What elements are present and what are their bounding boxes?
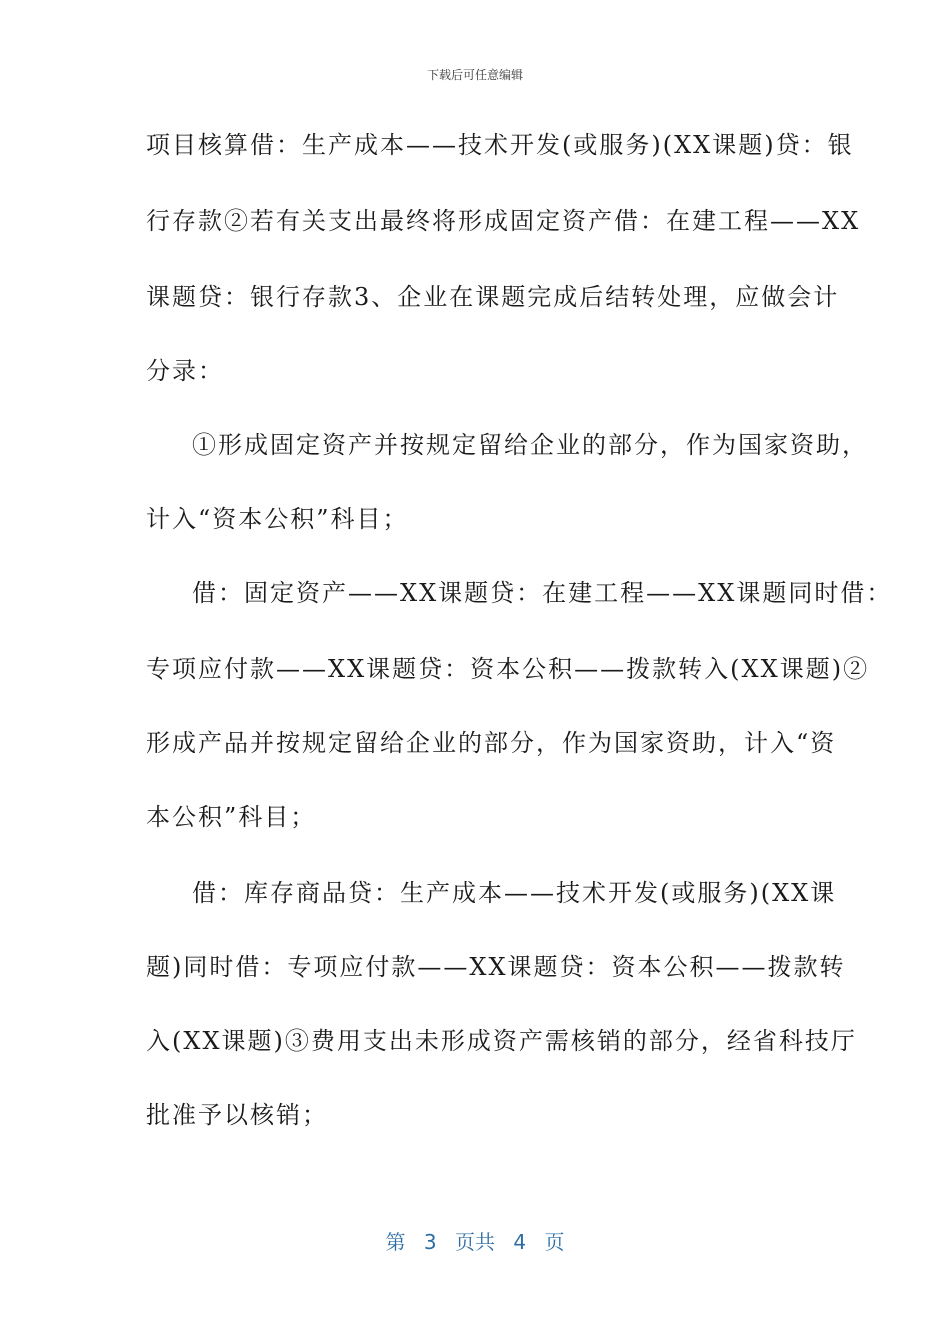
body-line-2: 行存款②若有关支出最终将形成固定资产借：在建工程——XX — [146, 207, 861, 235]
body-line-6: 计入“资本公积”科目； — [146, 505, 409, 533]
footer-total-pages: 4 — [513, 1230, 527, 1254]
body-line-11: 借：库存商品贷：生产成本——技术开发(或服务)(XX课 — [192, 879, 837, 907]
page-header: 下载后可任意编辑 — [426, 68, 523, 82]
body-line-12: 题)同时借：专项应付款——XX课题贷：资本公积——拨款转 — [146, 953, 846, 981]
footer-prefix: 第 — [385, 1230, 406, 1254]
footer-middle: 页共 — [455, 1230, 495, 1254]
body-line-7: 借：固定资产——XX课题贷：在建工程——XX课题同时借： — [192, 579, 893, 607]
footer-suffix: 页 — [544, 1230, 565, 1254]
body-line-4: 分录： — [146, 357, 224, 385]
body-line-8: 专项应付款——XX课题贷：资本公积——拨款转入(XX课题)② — [146, 655, 870, 683]
body-line-1: 项目核算借：生产成本——技术开发(或服务)(XX课题)贷：银 — [146, 131, 854, 159]
body-line-9: 形成产品并按规定留给企业的部分，作为国家资助，计入“资 — [146, 729, 837, 757]
page-footer — [0, 1226, 950, 1255]
body-line-3: 课题贷：银行存款3、企业在课题完成后结转处理，应做会计 — [146, 283, 840, 311]
body-line-5: ①形成固定资产并按规定留给企业的部分，作为国家资助， — [192, 431, 868, 459]
body-line-13: 入(XX课题)③费用支出未形成资产需核销的部分，经省科技厅 — [146, 1027, 857, 1055]
body-line-10: 本公积”科目； — [146, 803, 317, 831]
body-line-14: 批准予以核销； — [146, 1101, 328, 1129]
footer-current-page: 3 — [423, 1230, 437, 1254]
